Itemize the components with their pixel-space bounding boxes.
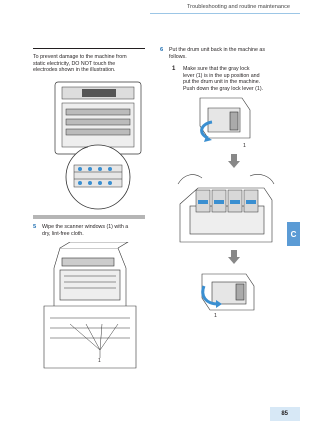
step-line: Put the drum unit back in the machine as: [169, 47, 265, 53]
substep-line: lever (1) is in the up position and: [183, 72, 260, 79]
warning-line: To prevent damage to the machine from: [33, 54, 127, 60]
substep-number: 1: [172, 66, 176, 72]
lock-lever-up-illustration: [190, 94, 262, 152]
header-rule: [150, 13, 300, 14]
step-text: [42, 224, 128, 237]
callout-bottom: 1: [214, 313, 217, 319]
lock-lever-down-illustration: [196, 268, 262, 314]
warning-line: electrodes shown in the illustration.: [33, 67, 116, 74]
down-arrow-icon: [228, 154, 240, 168]
electrodes-illustration: [52, 79, 144, 211]
step-line: Wipe the scanner windows (1) with a: [42, 224, 129, 230]
scanner-windows-illustration: [40, 242, 140, 374]
down-arrow-icon: [228, 250, 240, 264]
warning-top-rule: [33, 48, 145, 49]
step-line: dry, lint-free cloth.: [42, 230, 84, 237]
figure-callout: 1: [98, 358, 101, 364]
callout-top: 1: [243, 143, 246, 149]
substep-text: [183, 66, 263, 92]
step-number: 6: [160, 47, 164, 53]
chapter-tab: C: [287, 222, 300, 246]
page-number: 85: [281, 411, 288, 417]
warning-bottom-bar: [33, 215, 145, 219]
substep-line: put the drum unit in the machine.: [183, 79, 261, 86]
running-header: Troubleshooting and routine maintenance: [186, 4, 290, 10]
step-number: 5: [33, 224, 37, 230]
substep-line: Make sure that the gray lock: [183, 66, 250, 72]
drum-insertion-illustration: [176, 170, 276, 246]
step-line: follows.: [169, 53, 187, 60]
warning-line: static electricity, DO NOT touch the: [33, 60, 116, 67]
warning-text: [33, 54, 127, 74]
substep-line: Push down the gray lock lever (1).: [183, 85, 264, 92]
step-text: [169, 47, 265, 60]
